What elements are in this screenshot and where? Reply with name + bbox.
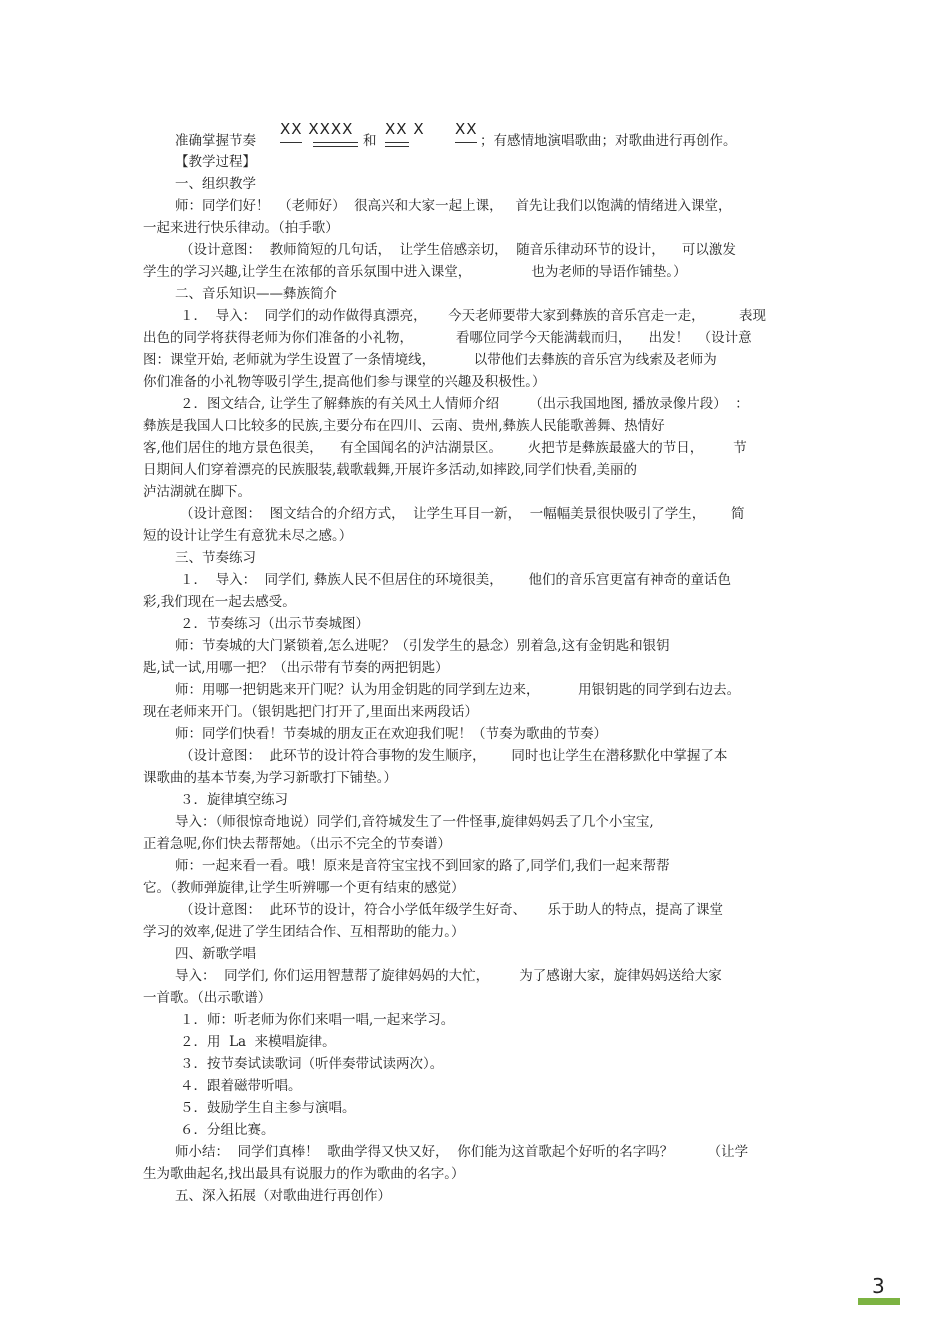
paragraph-line: 一首歌。（出示歌谱） [143, 990, 272, 1006]
list-item: ６．分组比赛。 [180, 1122, 275, 1138]
list-item: ４．跟着磁带听唱。 [180, 1078, 302, 1094]
rhythm-conj: 和 [363, 133, 377, 149]
paragraph-line: 你们准备的小礼物等吸引学生,提高他们参与课堂的兴趣及积极性。） [143, 374, 546, 390]
paragraph-line: （设计意图： 教师简短的几句话， 让学生倍感亲切， 随音乐律动环节的设计， 可以激发 [180, 242, 736, 258]
list-item: ２．用 La 来模唱旋律。 [180, 1034, 336, 1050]
page-number-bar [858, 1298, 900, 1305]
paragraph-line: １． 导入： 同学们, 彝族人民不但居住的环境很美， 他们的音乐宫更富有神奇的童话色 [180, 572, 731, 588]
paragraph-line: 它。（教师弹旋律,让学生听辨哪一个更有结束的感觉） [143, 880, 465, 896]
paragraph-line: 正着急呢,你们快去帮帮她。（出示不完全的节奏谱） [143, 836, 452, 852]
paragraph-line: 现在老师来开门。（银钥匙把门打开了,里面出来两段话） [143, 704, 479, 720]
paragraph-line: 一起来进行快乐律动。（拍手歌） [143, 220, 339, 236]
paragraph-line: 泸沽湖就在脚下。 [143, 484, 251, 500]
paragraph-line: 课歌曲的基本节奏,为学习新歌打下铺垫。） [143, 770, 398, 786]
page-number: 3 [872, 1274, 885, 1298]
list-item: １．师：听老师为你们来唱一唱,一起来学习。 [180, 1012, 455, 1028]
paragraph-line: 导入： 同学们, 你们运用智慧帮了旋律妈妈的大忙， 为了感谢大家，旋律妈妈送给大家 [175, 968, 722, 984]
paragraph-line: 学生的学习兴趣,让学生在浓郁的音乐氛围中进入课堂， 也为老师的导语作铺垫。） [143, 264, 687, 280]
paragraph-line: （设计意图： 图文结合的介绍方式， 让学生耳目一新， 一幅幅美景很快吸引了学生， 简 [180, 506, 745, 522]
section-heading: 五、深入拓展（对歌曲进行再创作） [175, 1188, 391, 1204]
rhythm-suffix: ；有感情地演唱歌曲；对歌曲进行再创作。 [480, 133, 737, 149]
section-heading: 四、新歌学唱 [175, 946, 256, 962]
rhythm-notation-3: XX [455, 120, 478, 138]
rhythm-notation-2: XX X [385, 120, 425, 138]
paragraph-line: （设计意图： 此环节的设计，符合小学低年级学生好奇、 乐于助人的特点，提高了课堂 [180, 902, 724, 918]
rhythm-notation-1: XX XXXX [280, 120, 354, 138]
list-item: ５．鼓励学生自主参与演唱。 [180, 1100, 356, 1116]
paragraph-line: ２．节奏练习（出示节奏城图） [180, 616, 369, 632]
section-title: 【教学过程】 [175, 154, 256, 170]
paragraph-line: 学习的效率,促进了学生团结合作、互相帮助的能力。） [143, 924, 465, 940]
paragraph-line: 导入：（师很惊奇地说）同学们,音符城发生了一件怪事,旋律妈妈丢了几个小宝宝, [175, 814, 654, 830]
paragraph-line: 出色的同学将获得老师为你们准备的小礼物， 看哪位同学今天能满载而归， 出发！ （设计意 [143, 330, 752, 346]
paragraph-line: 师小结： 同学们真棒！ 歌曲学得又快又好， 你们能为这首歌起个好听的名字吗？ （让学 [175, 1144, 749, 1160]
paragraph-line: 生为歌曲起名,找出最具有说服力的作为歌曲的名字。） [143, 1166, 465, 1182]
paragraph-line: 彩,我们现在一起去感受。 [143, 594, 296, 610]
paragraph-line: 师：节奏城的大门紧锁着,怎么进呢？（引发学生的悬念）别着急,这有金钥匙和银钥 [175, 638, 670, 654]
paragraph-line: 客,他们居住的地方景色很美， 有全国闻名的泸沽湖景区。 火把节是彝族最盛大的节日， 节 [143, 440, 747, 456]
section-heading: 三、节奏练习 [175, 550, 256, 566]
paragraph-line: ３．旋律填空练习 [180, 792, 288, 808]
paragraph-line: 师：一起来看一看。哦！原来是音符宝宝找不到回家的路了,同学们,我们一起来帮帮 [175, 858, 670, 874]
paragraph-line: ２．图文结合, 让学生了解彝族的有关风土人情师介绍 （出示我国地图, 播放录像片段） ： [180, 396, 749, 412]
paragraph-line: 师：同学们快看！节奏城的朋友正在欢迎我们呢！（节奏为歌曲的节奏） [175, 726, 607, 742]
section-heading: 二、音乐知识——彝族简介 [175, 286, 337, 302]
section-heading: 一、组织教学 [175, 176, 256, 192]
paragraph-line: 师：同学们好！ （老师好） 很高兴和大家一起上课， 首先让我们以饱满的情绪进入课堂， [175, 198, 732, 214]
rhythm-prefix: 准确掌握节奏 [175, 133, 256, 149]
paragraph-line: 短的设计让学生有意犹未尽之感。） [143, 528, 353, 544]
list-item: ３．按节奏试读歌词（听伴奏带试读两次）。 [180, 1056, 444, 1072]
paragraph-line: 日期间人们穿着漂亮的民族服装,载歌载舞,开展许多活动,如摔跤,同学们快看,美丽的 [143, 462, 637, 478]
paragraph-line: 匙,试一试,用哪一把？（出示带有节奏的两把钥匙） [143, 660, 449, 676]
paragraph-line: 师：用哪一把钥匙来开门呢？认为用金钥匙的同学到左边来， 用银钥匙的同学到右边去。 [175, 682, 741, 698]
paragraph-line: （设计意图： 此环节的设计符合事物的发生顺序， 同时也让学生在潜移默化中掌握了本 [180, 748, 728, 764]
paragraph-line: 彝族是我国人口比较多的民族,主要分布在四川、云南、贵州,彝族人民能歌善舞、热情好 [143, 418, 665, 434]
paragraph-line: 图：课堂开始, 老师就为学生设置了一条情境线， 以带他们去彝族的音乐宫为线索及老师为 [143, 352, 717, 368]
paragraph-line: １． 导入： 同学们的动作做得真漂亮， 今天老师要带大家到彝族的音乐宫走一走， 表现 [180, 308, 766, 324]
